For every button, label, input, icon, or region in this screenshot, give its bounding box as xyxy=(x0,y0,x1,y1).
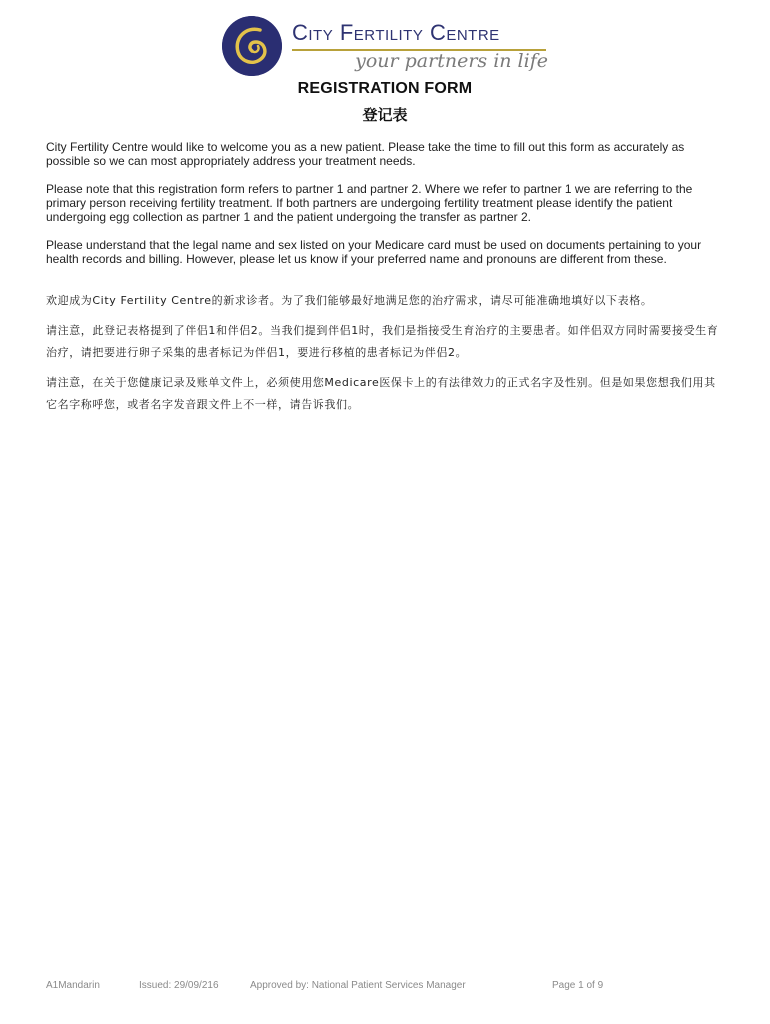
intro-paragraph-en: City Fertility Centre would like to welcome you as a new patient. Please take the time to fill out this form as accurately as possible so we can most appropriately address your treatment needs. xyxy=(46,140,685,168)
intro-paragraph-zh: 请注意，此登记表格提到了伴侣1和伴侣2。当我们提到伴侣1时，我们是指接受生育治疗的主要患者。如伴侣双方同时需要接受生育治疗，请把要进行卵子采集的患者标记为伴侣1，要进行移植的患者标记为伴侣2。 xyxy=(46,324,719,359)
city-fertility-logo xyxy=(222,16,552,80)
logo-name: City Fertility Centre xyxy=(292,20,500,45)
footer-document-code: A1Mandarin xyxy=(46,980,100,991)
footer-issued-date: Issued: 29/09/216 xyxy=(139,980,219,991)
page-footer xyxy=(46,980,726,994)
intro-paragraph-zh: 请注意，在关于您健康记录及账单文件上，必须使用您Medicare医保卡上的有法律效力的正式名字及性别。但是如果您想我们用其它名字称呼您，或者名字发音跟文件上不一样，请告诉我们。 xyxy=(46,376,716,411)
chinese-intro-block xyxy=(46,290,726,416)
intro-paragraph-en: Please understand that the legal name and sex listed on your Medicare card must be used on documents pertaining to your health records and billing. However, please let us know if your preferred name and pronouns are different from these. xyxy=(46,238,702,266)
form-title-zh: 登记表 xyxy=(362,106,408,124)
logo-tagline: your partners in life xyxy=(355,50,548,72)
footer-page-number: Page 1 of 9 xyxy=(552,980,604,991)
form-title-en: REGISTRATION FORM xyxy=(297,80,473,97)
intro-content xyxy=(46,140,726,416)
intro-paragraph-en: Please note that this registration form refers to partner 1 and partner 2. Where we refer to partner 1 we are referring to the primary person receiving fertility treatment. If both partners are undergoing fertility treatment please identify the patient undergoing egg collection as partner 1 and the patient undergoing the transfer as partner 2. xyxy=(46,182,693,224)
city-fertility-emblem-icon xyxy=(222,16,282,76)
intro-paragraph-zh: 欢迎成为City Fertility Centre的新求诊者。为了我们能够最好地满足您的治疗需求，请尽可能准确地填好以下表格。 xyxy=(46,294,653,307)
footer-approved-by: Approved by: National Patient Services Manager xyxy=(250,980,466,991)
